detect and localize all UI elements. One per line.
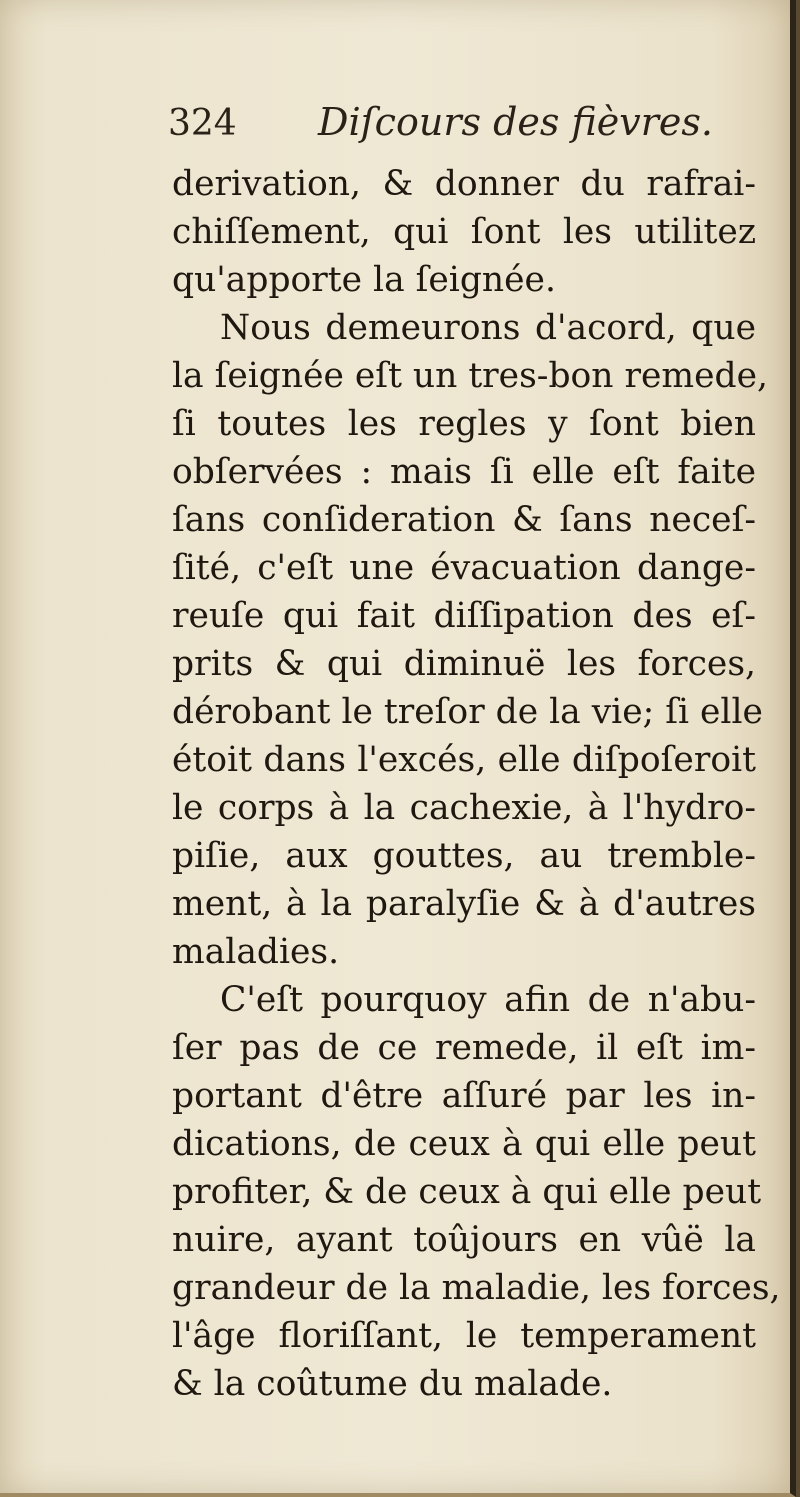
text-line: grandeur de la maladie, les forces, xyxy=(172,1268,781,1308)
text-line: piſie, aux gouttes, au tremble- xyxy=(172,836,756,876)
text-line: ſi toutes les regles y ſont bien xyxy=(172,404,756,444)
text-line: obſervées : mais ſi elle eſt faite xyxy=(172,452,756,492)
text-line: maladies. xyxy=(172,932,340,972)
text-line: portant d'être aſſuré par les in- xyxy=(172,1076,756,1116)
text-line: dérobant le treſor de la vie; ſi elle xyxy=(172,692,763,732)
text-line: le corps à la cachexie, à l'hydro- xyxy=(172,788,756,828)
running-head-title: Diſcours des fièvres. xyxy=(318,100,713,144)
text-line: & la coûtume du malade. xyxy=(172,1364,613,1404)
text-line: nuire, ayant toûjours en vûë la xyxy=(172,1220,756,1260)
running-head xyxy=(168,100,728,156)
text-line: qu'apporte la ſeignée. xyxy=(172,260,556,300)
page-number: 324 xyxy=(168,103,237,144)
paragraph-2 xyxy=(172,304,769,976)
text-line: ſité, c'eſt une évacuation dange- xyxy=(172,548,756,588)
text-line: ment, à la paralyſie & à d'autres xyxy=(172,884,756,924)
text-line: ſans conſideration & ſans neceſ- xyxy=(172,500,756,540)
text-line: la ſeignée eſt un tres-bon remede, xyxy=(172,356,769,396)
text-line: reuſe qui fait diſſipation des eſ- xyxy=(172,596,756,636)
text-line: Nous demeurons d'acord, que xyxy=(220,308,756,348)
text-line: C'eſt pourquoy afin de n'abu- xyxy=(220,980,756,1020)
paragraph-1 xyxy=(172,160,756,304)
text-line: ſer pas de ce remede, il eſt im- xyxy=(172,1028,756,1068)
paragraph-3 xyxy=(172,976,781,1408)
text-line: prits & qui diminuë les forces, xyxy=(172,644,756,684)
text-line: profiter, & de ceux à qui elle peut xyxy=(172,1172,762,1212)
text-line: dications, de ceux à qui elle peut xyxy=(172,1124,756,1164)
text-line: étoit dans l'excés, elle diſpoſeroit xyxy=(172,740,756,780)
text-line: chiſſement, qui ſont les utilitez xyxy=(172,212,756,252)
text-line: l'âge floriſſant, le temperament xyxy=(172,1316,756,1356)
body-text xyxy=(172,160,781,1408)
text-line: derivation, & donner du rafrai- xyxy=(172,164,756,204)
